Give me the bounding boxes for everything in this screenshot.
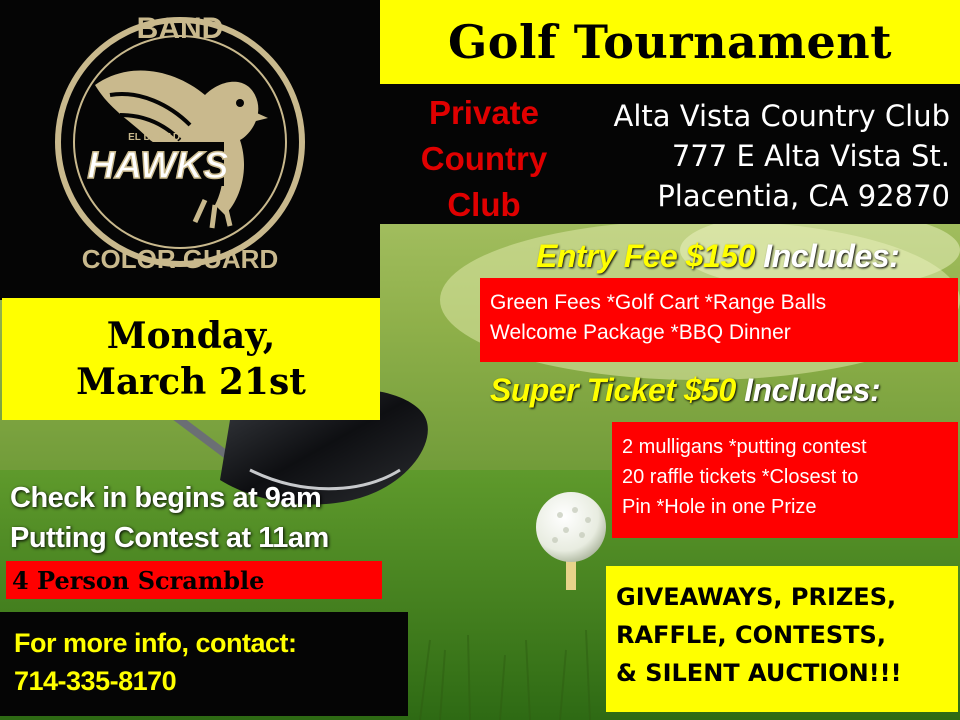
event-date — [76, 313, 306, 405]
logo-top-text: BAND — [136, 12, 224, 45]
entry-fee-items — [480, 278, 958, 362]
contact-label: For more info, contact: — [14, 628, 297, 658]
date-month-day: March 21st — [76, 361, 306, 403]
title-banner — [380, 0, 960, 84]
event-title: Golf Tournament — [448, 15, 892, 69]
entry-fee-includes: Includes: — [763, 238, 900, 274]
super-ticket-heading — [490, 372, 880, 409]
logo-panel — [0, 0, 380, 300]
giveaways-line-2: RAFFLE, CONTESTS, — [616, 621, 886, 649]
logo-bottom-text: COLOR GUARD — [81, 244, 279, 274]
logo-school-text: EL DORADO — [128, 132, 188, 143]
contact-phone: 714-335-8170 — [14, 666, 177, 696]
super-ticket-items — [612, 422, 958, 538]
venue-street: 777 E Alta Vista St. — [671, 139, 950, 173]
super-items-line-2: 20 raffle tickets *Closest to — [622, 466, 859, 488]
super-ticket-price: Super Ticket $50 — [490, 372, 745, 408]
venue-name: Alta Vista Country Club — [613, 99, 950, 133]
schedule-text — [10, 478, 329, 558]
date-day: Monday, — [106, 315, 276, 357]
super-ticket-includes: Includes: — [744, 372, 881, 408]
giveaways-panel — [606, 566, 958, 712]
tournament-format: 4 Person Scramble — [12, 565, 265, 595]
date-banner — [2, 298, 380, 420]
venue-type-label: Private Country Club — [420, 94, 548, 223]
logo-mascot-text: HAWKS — [87, 145, 229, 187]
venue-city: Placentia, CA 92870 — [657, 179, 950, 213]
super-items-line-1: 2 mulligans *putting contest — [622, 436, 867, 458]
entry-fee-heading — [536, 238, 899, 275]
venue-panel — [380, 84, 960, 224]
super-items-line-3: Pin *Hole in one Prize — [622, 496, 817, 518]
checkin-time: Check in begins at 9am — [10, 482, 322, 514]
entry-items-line-2: Welcome Package *BBQ Dinner — [490, 321, 791, 344]
entry-items-line-1: Green Fees *Golf Cart *Range Balls — [490, 291, 827, 314]
putting-contest-time: Putting Contest at 11am — [10, 522, 329, 554]
band-logo — [0, 0, 380, 300]
venue-address — [613, 96, 950, 216]
entry-fee-price: Entry Fee $150 — [536, 238, 764, 274]
giveaways-line-3: & SILENT AUCTION!!! — [616, 659, 902, 687]
format-banner — [6, 561, 382, 599]
giveaways-line-1: GIVEAWAYS, PRIZES, — [616, 583, 897, 611]
contact-panel — [0, 612, 408, 716]
